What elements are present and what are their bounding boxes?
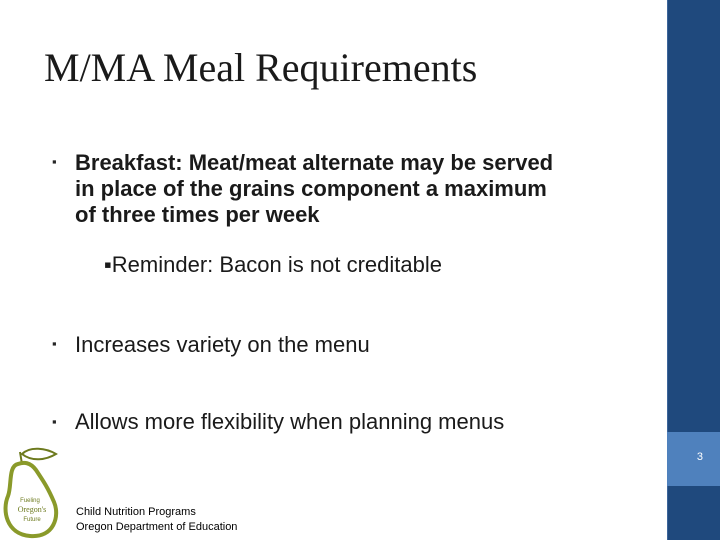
page-number: 3 (696, 451, 703, 463)
bullet-marker (52, 336, 64, 344)
footer-line-1: Child Nutrition Programs (76, 506, 196, 518)
bullet-1-line-1: Breakfast: Meat/meat alternate may be served (75, 150, 554, 175)
logo-text-2: Oregon's (17, 505, 47, 514)
bullet-1-text (75, 150, 553, 228)
footer (76, 505, 237, 535)
bullet-1-line-2: in place of the grains component a maximum (75, 176, 547, 201)
sub-bullet-reminder: ▪Reminder: Bacon is not creditable (104, 252, 442, 277)
footer-line-2: Oregon Department of Education (76, 521, 238, 533)
bullet-3-text: Allows more flexibility when planning menus (75, 409, 505, 434)
logo-text-3: Future (23, 517, 41, 523)
bullet-marker (52, 414, 64, 422)
bullet-2-text: Increases variety on the menu (75, 332, 370, 357)
bullet-1-line-3: of three times per week (75, 202, 320, 227)
pear-logo (0, 446, 66, 540)
slide-title: M/MA Meal Requirements (44, 45, 478, 90)
leaf-icon (22, 449, 56, 460)
logo-text-1: Fueling (20, 498, 40, 504)
bullet-marker (52, 154, 64, 162)
